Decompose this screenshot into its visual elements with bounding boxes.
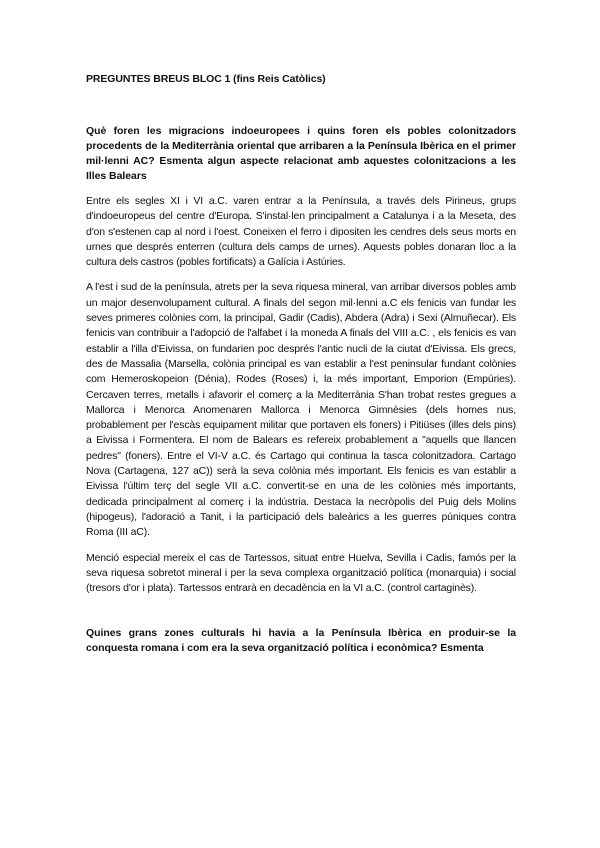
answer-paragraph-indoeuropeans: Entre els segles XI i VI a.C. varen entrar a la Península, a través dels Pirineus, grups d'indoeuropeus del centre d'Europa. S'instal·len principalment a Catalunya i a la Meseta, des d'on s'estenen cap al nord i l'oest. Coneixen el ferro i dipositen les cendres dels seus morts en urnes que després enterren (cultura dels camps de urnes). Aquests pobles donaran lloc a la cultura dels castros (pobles fortificats) a Galícia i Astúries. (86, 195, 516, 269)
answer-paragraph-tartessos: Menció especial mereix el cas de Tartessos, situat entre Huelva, Sevilla i Cadis, famós per la seva riquesa sobretot mineral i per la seva complexa organització política (monarquia) i social (tresors d'or i plata). Tartessos entrarà en decadència en la VI a.C. (control cartaginès). (86, 551, 516, 595)
document-body (86, 72, 516, 656)
answer-paragraph-colonizers: A l'est i sud de la península, atrets per la seva riquesa mineral, van arribar diversos pobles amb un major desenvolupament cultural. A finals del segon mil·lenni a.C els fenicis van fundar les seves primeres colònies com, la principal, Gadir (Cadis), Abdera (Adra) i Sexi (Almuñecar). Els fenicis van contribuir a l'adopció de l'alfabet i la moneda A finals del VIII a.C. , els fenicis es van establir a l'illa d'Eivissa, on fundarien poc després l'antic nucli de la ciutat d'Eivissa. Els grecs, des de Massalia (Marsella, colònia principal es van establir a l'est peninsular fundant colònies com Hemeroskopeion (Dénia), Rodes (Roses) i, la més important, Emporion (Empúries). Cercaven terres, metalls i afavorir el comerç a la Mediterrània S'han trobat restes gregues a Mallorca i Menorca Anomenaren Mallorca i Menorca Gimnèsies (dels homes nus, probablement per l'escàs equipament militar que portaven els foners) i Pitiüses (illes dels pins) a Eivissa i Formentera. El nom de Balears es refereix probablement a "aquells que llancen pedres" (foners). Entre el VI-V a.C. és Cartago qui continua la tasca colonitzadora. Cartago Nova (Cartagena, 127 aC)) serà la seva colònia més important. Els fenicis es van establir a Eivissa l'últim terç del segle VII a.C. convertit-se en una de les colònies més importants, dedicada principalment al comerç i la indústria. Destaca la necròpolis del Puig dels Molins (hipogeus), l'adoració a Tanit, i la participació dels baleàrics a les guerres púniques contra Roma (III aC). (86, 281, 516, 539)
document-title: PREGUNTES BREUS BLOC 1 (fins Reis Catòlics) (86, 73, 326, 85)
question-1: Què foren les migracions indoeuropees i quins foren els pobles colonitzadors procedents de la Mediterrània oriental que arribaren a la Península Ibèrica en el primer mil·lenni AC? Esmenta algun aspecte relacionat amb aquestes colonitzacions a les Illes Balears (86, 125, 516, 182)
question-2: Quines grans zones culturals hi havia a la Península Ibèrica en produir-se la conquesta romana i com era la seva organització política i econòmica? Esmenta (86, 627, 516, 655)
